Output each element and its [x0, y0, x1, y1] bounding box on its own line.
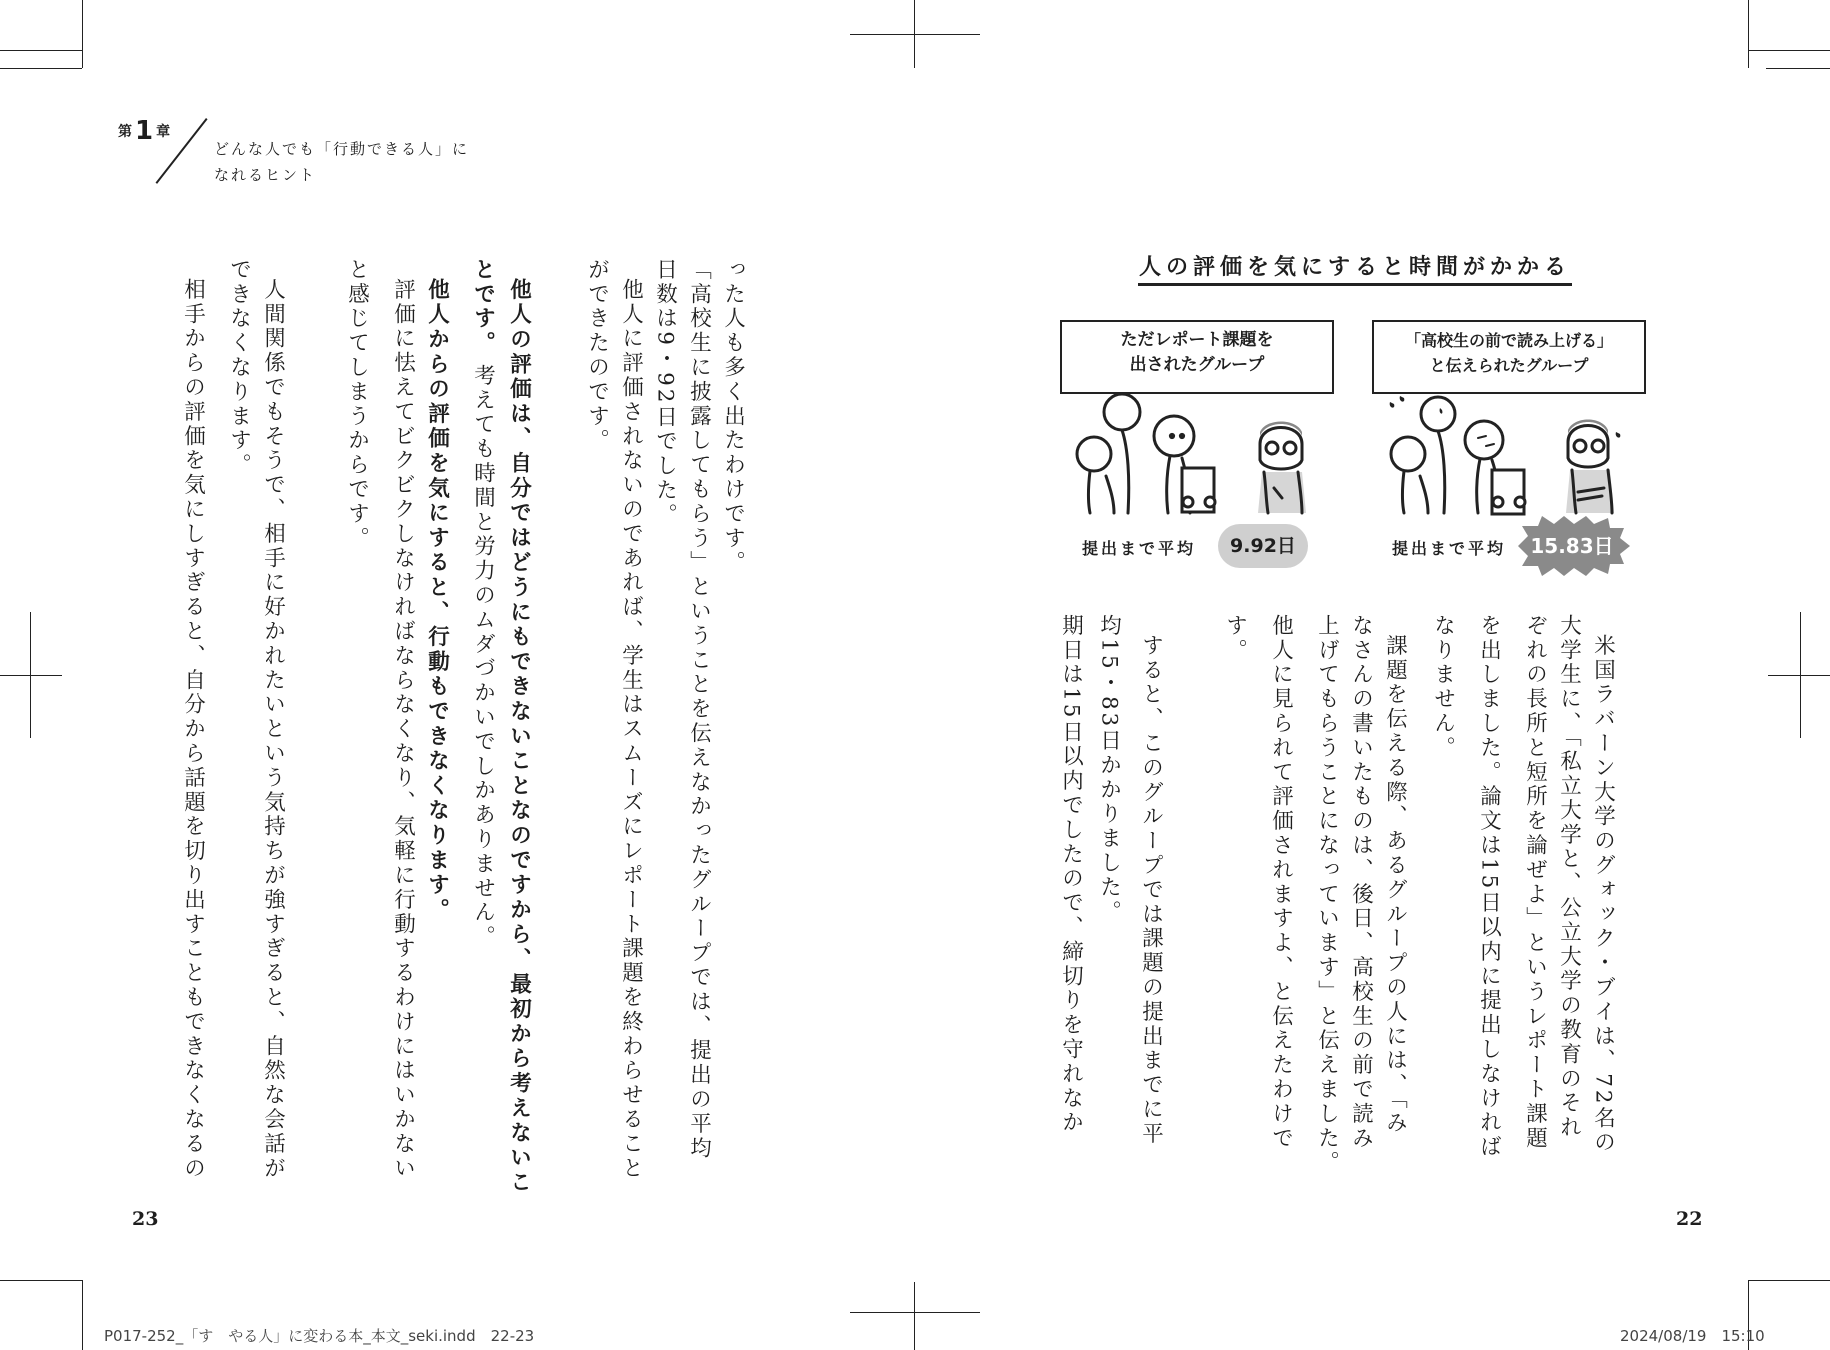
crop-mark — [850, 1312, 980, 1313]
crop-mark — [1800, 612, 1801, 738]
body-column: すると、このグループでは課題の提出までに平 — [1138, 634, 1164, 1147]
group-a-label-line1: ただレポート課題を — [1120, 330, 1274, 350]
crop-mark — [1748, 50, 1830, 51]
crop-mark — [1766, 68, 1830, 69]
body-column: なりません。 — [1430, 614, 1456, 761]
crop-mark — [1748, 1280, 1830, 1281]
crop-mark — [0, 50, 82, 51]
crop-mark — [1768, 675, 1830, 676]
group-a-box — [1060, 320, 1334, 394]
group-b-label-line2: と伝えられたグループ — [1429, 356, 1589, 375]
body-column — [472, 258, 494, 949]
group-b-box — [1372, 320, 1646, 394]
body-column: 人間関係でもそうで、相手に好かれたいという気持ちが強すぎると、自然な会話が — [260, 278, 286, 1181]
chapter-title-line2: なれるヒント — [214, 166, 317, 184]
group-b-illustration — [1382, 388, 1642, 518]
avg-label-a: 提出まで平均 — [1082, 539, 1197, 558]
body-column: す。 — [1222, 614, 1248, 663]
student-head — [1465, 421, 1503, 459]
body-column: 大学生に、「私立大学と、公立大学の教育のそれ — [1556, 614, 1582, 1141]
group-a-illustration — [1070, 388, 1330, 518]
footer-file-info: P017-252_「す やる人」に変わる本_本文_seki.indd 22-23 — [104, 1327, 535, 1345]
body-column: ができたのです。 — [584, 258, 610, 454]
crop-mark — [82, 1280, 83, 1350]
crop-mark — [1748, 0, 1749, 68]
body-column: 他人に評価されないのであれば、学生はスムーズにレポート課題を終わらせること — [618, 278, 644, 1181]
crop-mark — [82, 0, 83, 68]
chapter-title-line1: どんな人でも「行動できる人」に — [214, 140, 470, 158]
crop-mark — [0, 68, 82, 69]
body-column: 米国ラバーン大学のグォック・ブイは、72名の — [1590, 634, 1616, 1156]
body-column: できなくなります。 — [226, 258, 252, 478]
student-head — [1391, 437, 1425, 471]
crop-mark — [914, 1282, 915, 1350]
body-column: 「高校生に披露してもらう」ということを伝えなかったグループでは、提出の平均 — [686, 258, 712, 1161]
body-column: った人も多く出たわけです。 — [720, 258, 746, 576]
avg-value-a: 9.92日 — [1218, 524, 1308, 568]
figure-title: 人の評価を気にすると時間がかかる — [1138, 255, 1571, 280]
crop-mark — [30, 612, 31, 738]
body-column: 上げてもらうことになっています」と伝えました。 — [1314, 614, 1340, 1176]
crop-mark — [850, 34, 980, 35]
student-head — [1421, 397, 1455, 431]
body-column: 均15・83日かかりました。 — [1096, 614, 1122, 925]
bold-fragment: とです。 — [470, 258, 496, 356]
crop-mark — [0, 675, 62, 676]
body-column: なさんの書いたものは、後日、高校生の前で読み — [1348, 614, 1374, 1151]
chapter-label: 第 1 章 — [118, 116, 171, 146]
avg-value-b: 15.83日 — [1530, 534, 1614, 558]
body-column: と感じてしまうからです。 — [344, 258, 370, 551]
crop-mark — [914, 0, 915, 68]
body-column: ぞれの長所と短所を論ぜよ」というレポート課題 — [1522, 614, 1548, 1151]
footer-timestamp: 2024/08/19 15:10 — [1620, 1327, 1765, 1345]
group-a-label-line2: 出されたグループ — [1129, 355, 1265, 375]
student-head — [1104, 394, 1140, 430]
body-column: 課題を伝える際、あるグループの人には、「み — [1382, 634, 1408, 1136]
body-column: 日数は9・92日でした。 — [652, 258, 678, 528]
crop-mark — [0, 1280, 82, 1281]
body-column: を出しました。論文は15日以内に提出しなければ — [1476, 614, 1502, 1160]
figure-title-underline — [1138, 283, 1572, 286]
body-column: 相手からの評価を気にしすぎると、自分から話題を切り出すこともできなくなるの — [180, 278, 206, 1181]
body-column-bold: 他人の評価は、自分ではどうにもできないことなのですから、最初から考えないこ — [506, 278, 532, 1196]
body-column-bold: 他人からの評価を気にすると、行動もできなくなります。 — [424, 278, 450, 923]
body-column: 期日は15日以内でしたので、締切りを守れなか — [1058, 614, 1084, 1136]
sweat-drops — [1390, 396, 1405, 408]
chapter-number: 1 — [135, 116, 154, 146]
regular-fragment: 考えても時間と労力のムダづかいでしかありません。 — [470, 363, 496, 950]
avg-label-b: 提出まで平均 — [1392, 539, 1507, 558]
body-column: 他人に見られて評価されますよ、と伝えたわけで — [1268, 614, 1294, 1151]
body-column: 評価に怯えてビクビクしなければならなくなり、気軽に行動するわけにはいかない — [390, 278, 416, 1181]
group-b-label-line1: 「高校生の前で読み上げる」 — [1404, 331, 1613, 350]
student-head — [1077, 437, 1111, 471]
page-number-left: 23 — [132, 1208, 159, 1230]
page-number-right: 22 — [1676, 1208, 1703, 1230]
